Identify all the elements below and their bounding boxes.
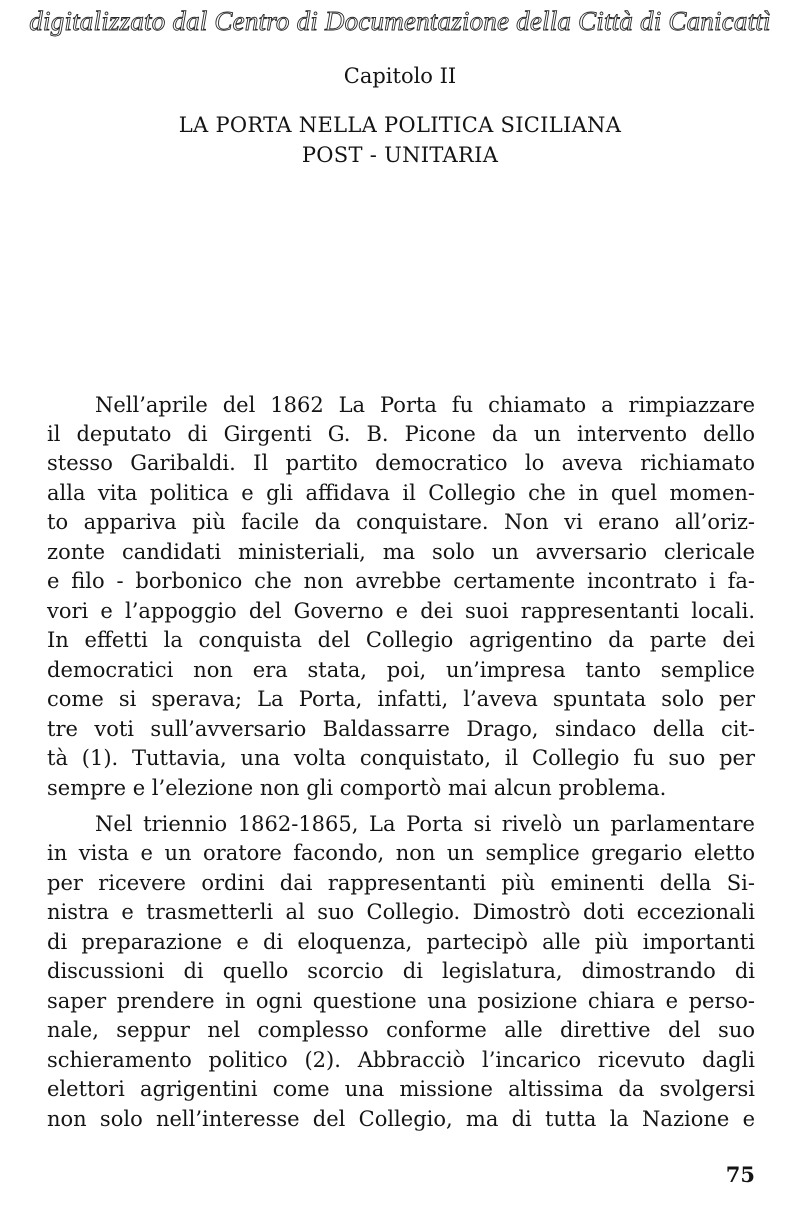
text-line: In effetti la conquista del Collegio agrigentino da parte dei: [47, 628, 755, 652]
chapter-heading: Capitolo II: [343, 64, 457, 88]
text-line: alla vita politica e gli affidava il Collegio che in quel momen-: [47, 481, 755, 505]
text-line: Nell’aprile del 1862 La Porta fu chiamato a rimpiazzare: [95, 393, 755, 417]
text-line: saper prendere in ogni questione una posizione chiara e perso-: [47, 989, 755, 1013]
text-line: Nel triennio 1862-1865, La Porta si rivelò un parlamentare: [95, 812, 755, 836]
text-line: tre voti sull’avversario Baldassarre Drago, sindaco della cit-: [47, 717, 755, 741]
text-line: e filo - borbonico che non avrebbe certamente incontrato i fa-: [47, 569, 755, 593]
text-line: schieramento politico (2). Abbracciò l’incarico ricevuto dagli: [47, 1048, 755, 1072]
page-number: 75: [725, 1162, 755, 1187]
text-line: nistra e trasmetterli al suo Collegio. Dimostrò doti eccezionali: [47, 900, 755, 924]
text-line: di preparazione e di eloquenza, partecipò alle più importanti: [47, 930, 755, 954]
text-line: zonte candidati ministeriali, ma solo un avversario clericale: [47, 540, 755, 564]
text-line: stesso Garibaldi. Il partito democratico lo aveva richiamato: [47, 451, 755, 475]
text-line: in vista e un oratore facondo, non un semplice gregario eletto: [47, 841, 755, 865]
text-line: vori e l’appoggio del Governo e dei suoi rappresentanti locali.: [47, 599, 755, 623]
text-line: per ricevere ordini dai rappresentanti più eminenti della Si-: [47, 871, 755, 895]
text-line: il deputato di Girgenti G. B. Picone da un intervento dello: [47, 422, 755, 446]
text-line: sempre e l’elezione non gli comportò mai alcun problema.: [47, 776, 667, 800]
text-line: discussioni di quello scorcio di legislatura, dimostrando di: [47, 959, 755, 983]
watermark-signature: digitalizzato dal Centro di Documentazione della Città di Canicattì: [29, 6, 771, 36]
text-line: nale, seppur nel complesso conforme alle direttive del suo: [47, 1018, 755, 1042]
text-line: come si sperava; La Porta, infatti, l’aveva spuntata solo per: [47, 687, 755, 711]
text-line: non solo nell’interesse del Collegio, ma di tutta la Nazione e: [47, 1107, 755, 1131]
chapter-title-line-2: POST - UNITARIA: [301, 143, 499, 167]
text-line: democratici non era stata, poi, un’impresa tanto semplice: [47, 658, 755, 682]
chapter-title-line-1: LA PORTA NELLA POLITICA SICILIANA: [178, 113, 622, 137]
text-line: elettori agrigentini come una missione altissima da svolgersi: [47, 1077, 755, 1101]
text-line: tà (1). Tuttavia, una volta conquistato, il Collegio fu suo per: [47, 746, 755, 770]
text-line: to appariva più facile da conquistare. Non vi erano all’oriz-: [47, 510, 755, 534]
